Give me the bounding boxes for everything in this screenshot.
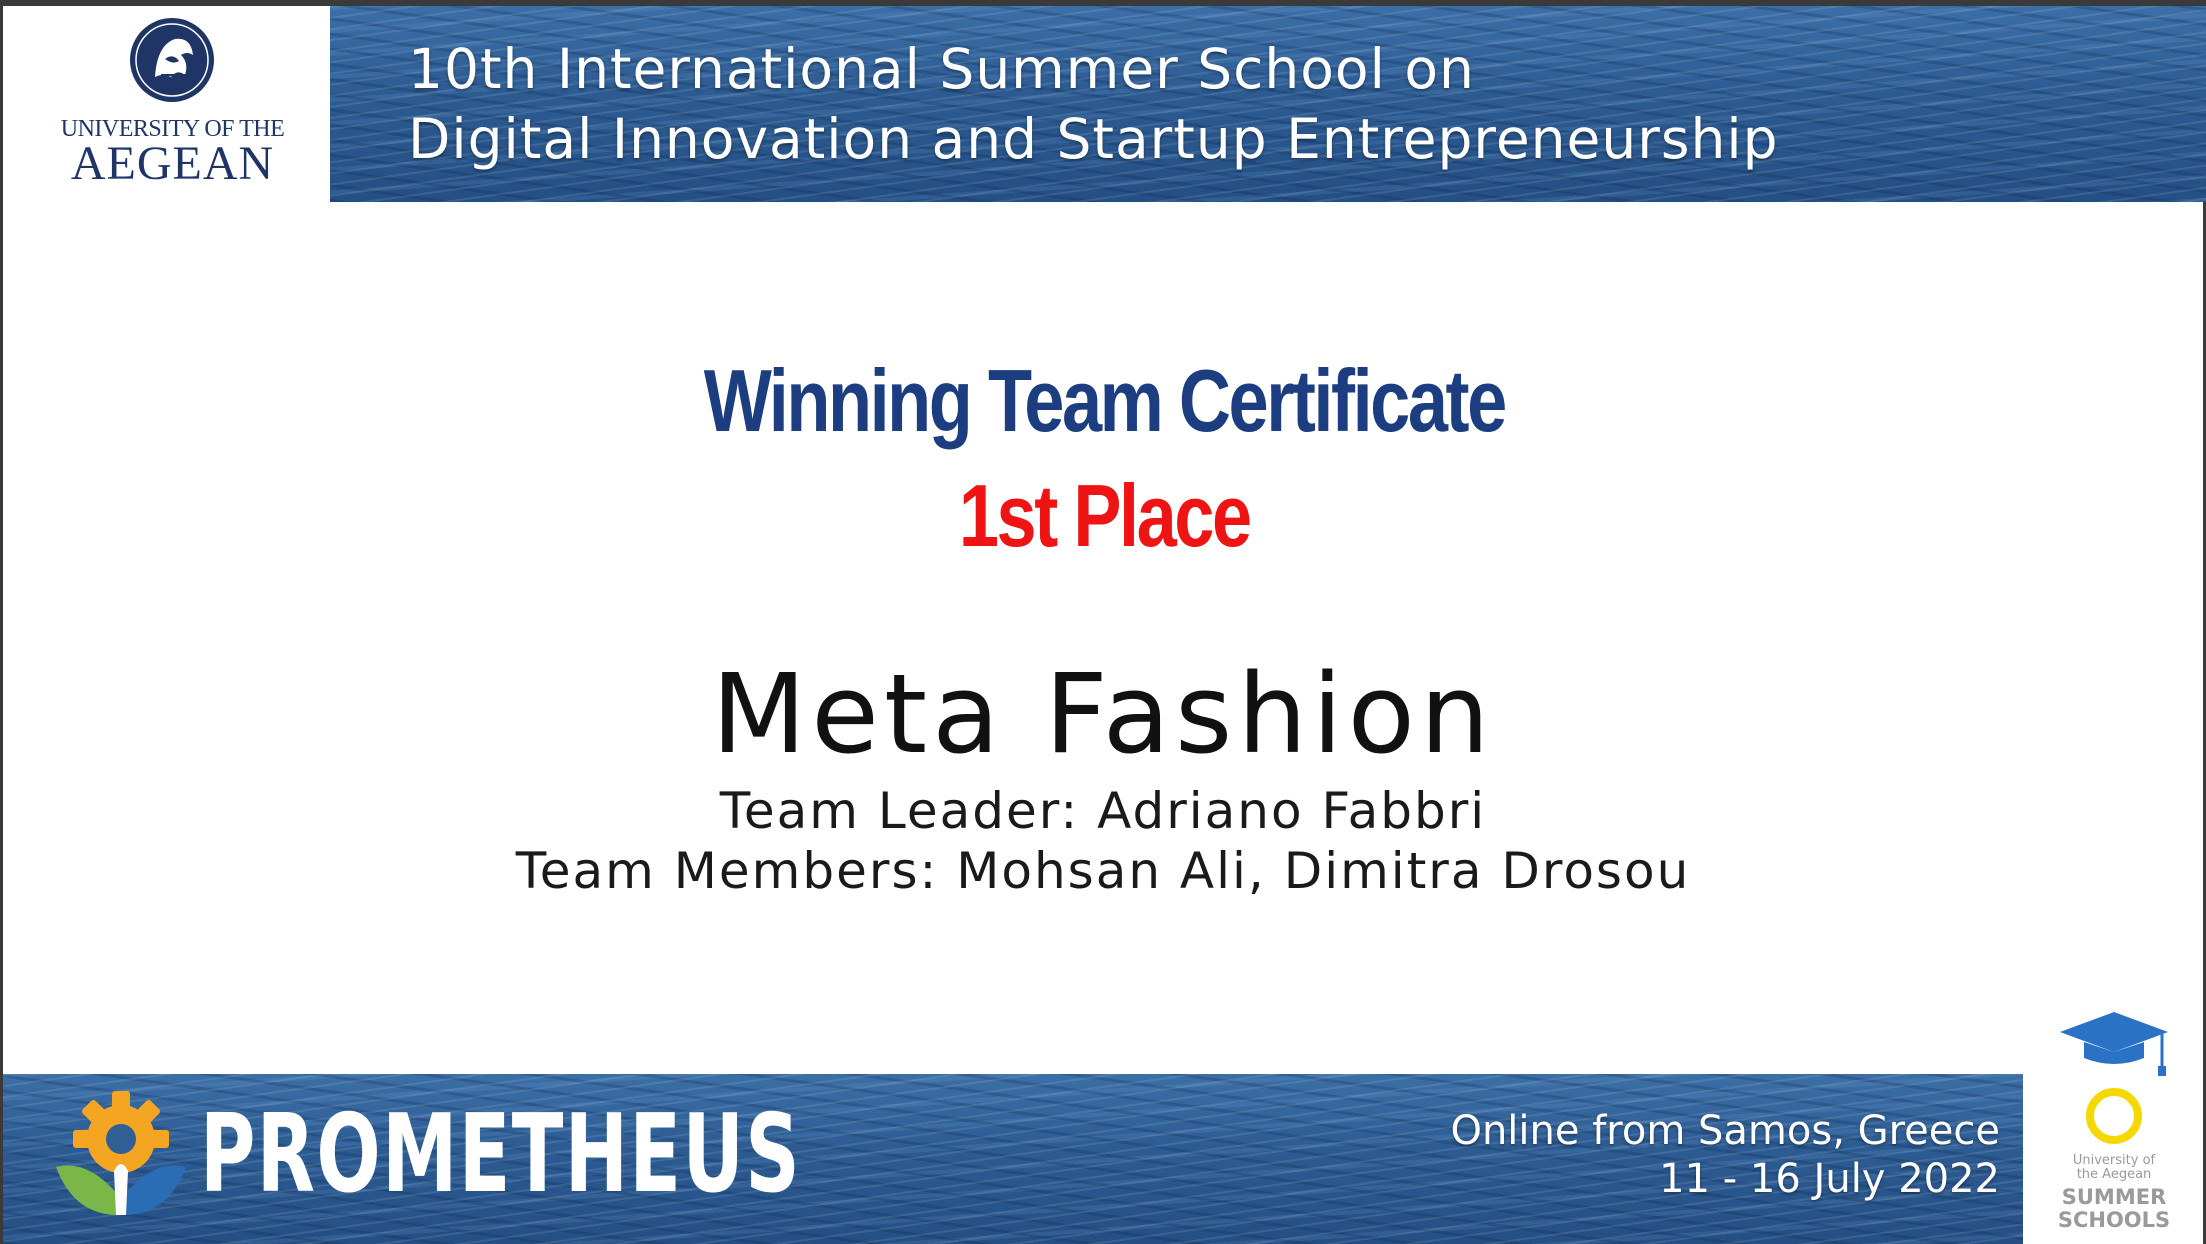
- title-line-1: 10th International Summer School on: [408, 37, 1475, 101]
- header-banner: [330, 6, 2206, 202]
- team-members: Team Members: Mohsan Ali, Dimitra Drosou: [515, 842, 1691, 900]
- team-leader: Team Leader: Adriano Fabbri: [719, 782, 1487, 840]
- event-location: Online from Samos, Greece: [1450, 1108, 2000, 1154]
- event-info: [1450, 1107, 2000, 1203]
- university-seal-icon: [127, 15, 217, 105]
- event-dates: 11 - 16 July 2022: [1659, 1156, 2000, 1202]
- logo-text-aegean: AEGEAN: [70, 137, 275, 190]
- summer-schools-line-2: the Aegean: [2076, 1167, 2152, 1182]
- prometheus-logo-icon: [46, 1087, 196, 1222]
- summer-schools-line-1: University of: [2072, 1153, 2156, 1168]
- title-line-2: Digital Innovation and Startup Entrepreneurship: [408, 107, 1779, 171]
- certificate-title: Winning Team Certificate: [703, 351, 1505, 450]
- summer-schools-line-3: SUMMER: [2061, 1185, 2167, 1209]
- logo-text-university: UNIVERSITY OF THE: [60, 116, 285, 142]
- summer-schools-line-4: SCHOOLS: [2057, 1208, 2171, 1232]
- certificate-place: 1st Place: [958, 466, 1250, 565]
- summer-school-title: [408, 34, 1779, 174]
- window-frame-left: [0, 0, 3, 1244]
- university-aegean-logo: [55, 15, 290, 190]
- team-name: Meta Fashion: [711, 650, 1495, 778]
- prometheus-brand: PROMETHEUS: [200, 1092, 802, 1217]
